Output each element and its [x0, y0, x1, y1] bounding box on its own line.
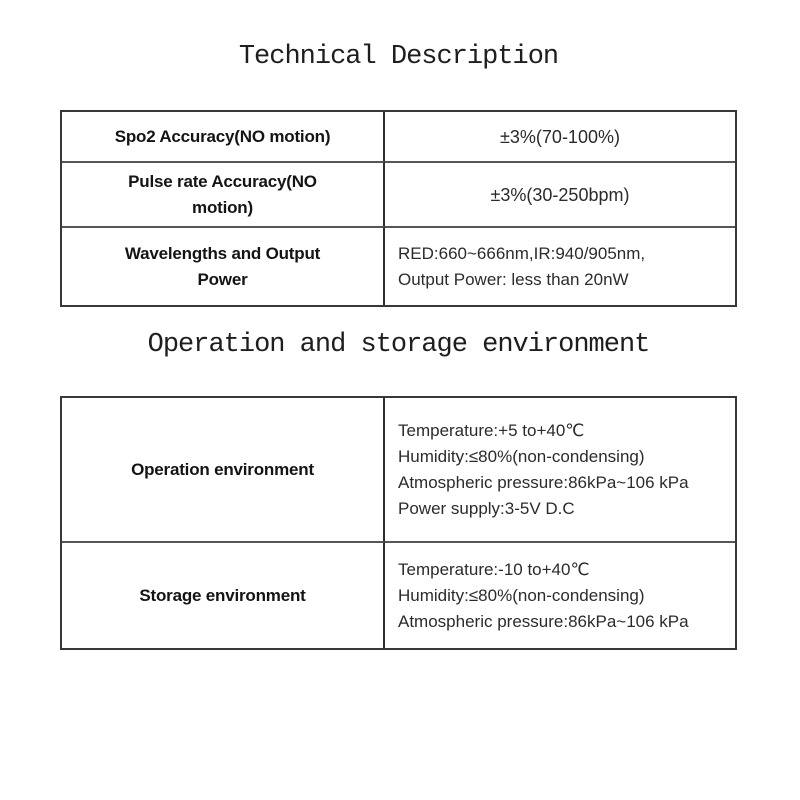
spec-value-text: Temperature:-10 to+40℃	[398, 559, 590, 579]
spec-value-text: RED:660~666nm,IR:940/905nm,	[398, 243, 646, 263]
spec-label-operation-environment	[62, 398, 385, 541]
spec-label-text: Spo2 Accuracy(NO motion)	[114, 126, 331, 146]
section-title-operation-storage-environment: Operation and storage environment	[147, 330, 650, 360]
spec-value-text: Output Power: less than 20nW	[398, 269, 629, 289]
spec-value-wavelengths-output-power	[385, 226, 735, 305]
spec-label-text: Power	[197, 269, 248, 289]
spec-value-operation-environment	[385, 398, 735, 541]
spec-value-text: ±3%(30-250bpm)	[490, 184, 630, 205]
spec-value-text: Atmospheric pressure:86kPa~106 kPa	[398, 611, 689, 631]
technical-description-table	[60, 110, 737, 307]
spec-label-storage-environment	[62, 541, 385, 648]
spec-value-spo2-accuracy	[385, 112, 735, 161]
spec-label-text: Storage environment	[139, 585, 306, 605]
spec-value-text: Humidity:≤80%(non-condensing)	[398, 585, 645, 605]
spec-value-text: ±3%(70-100%)	[500, 126, 620, 147]
spec-value-storage-environment	[385, 541, 735, 648]
spec-value-text: Humidity:≤80%(non-condensing)	[398, 446, 645, 466]
spec-value-pulse-rate-accuracy	[385, 161, 735, 226]
spec-label-wavelengths-output-power	[62, 226, 385, 305]
spec-value-text: Atmospheric pressure:86kPa~106 kPa	[398, 472, 689, 492]
environment-table	[60, 396, 737, 650]
spec-label-text: motion)	[192, 197, 253, 217]
spec-value-text: Temperature:+5 to+40℃	[398, 420, 585, 440]
section-title-technical-description: Technical Description	[238, 42, 559, 72]
spec-label-pulse-rate-accuracy	[62, 161, 385, 226]
spec-label-text: Operation environment	[131, 459, 314, 479]
spec-label-text: Wavelengths and Output	[124, 243, 321, 263]
spec-label-text: Pulse rate Accuracy(NO	[128, 171, 317, 191]
spec-label-spo2-accuracy	[62, 112, 385, 161]
spec-value-text: Power supply:3-5V D.C	[398, 498, 575, 518]
